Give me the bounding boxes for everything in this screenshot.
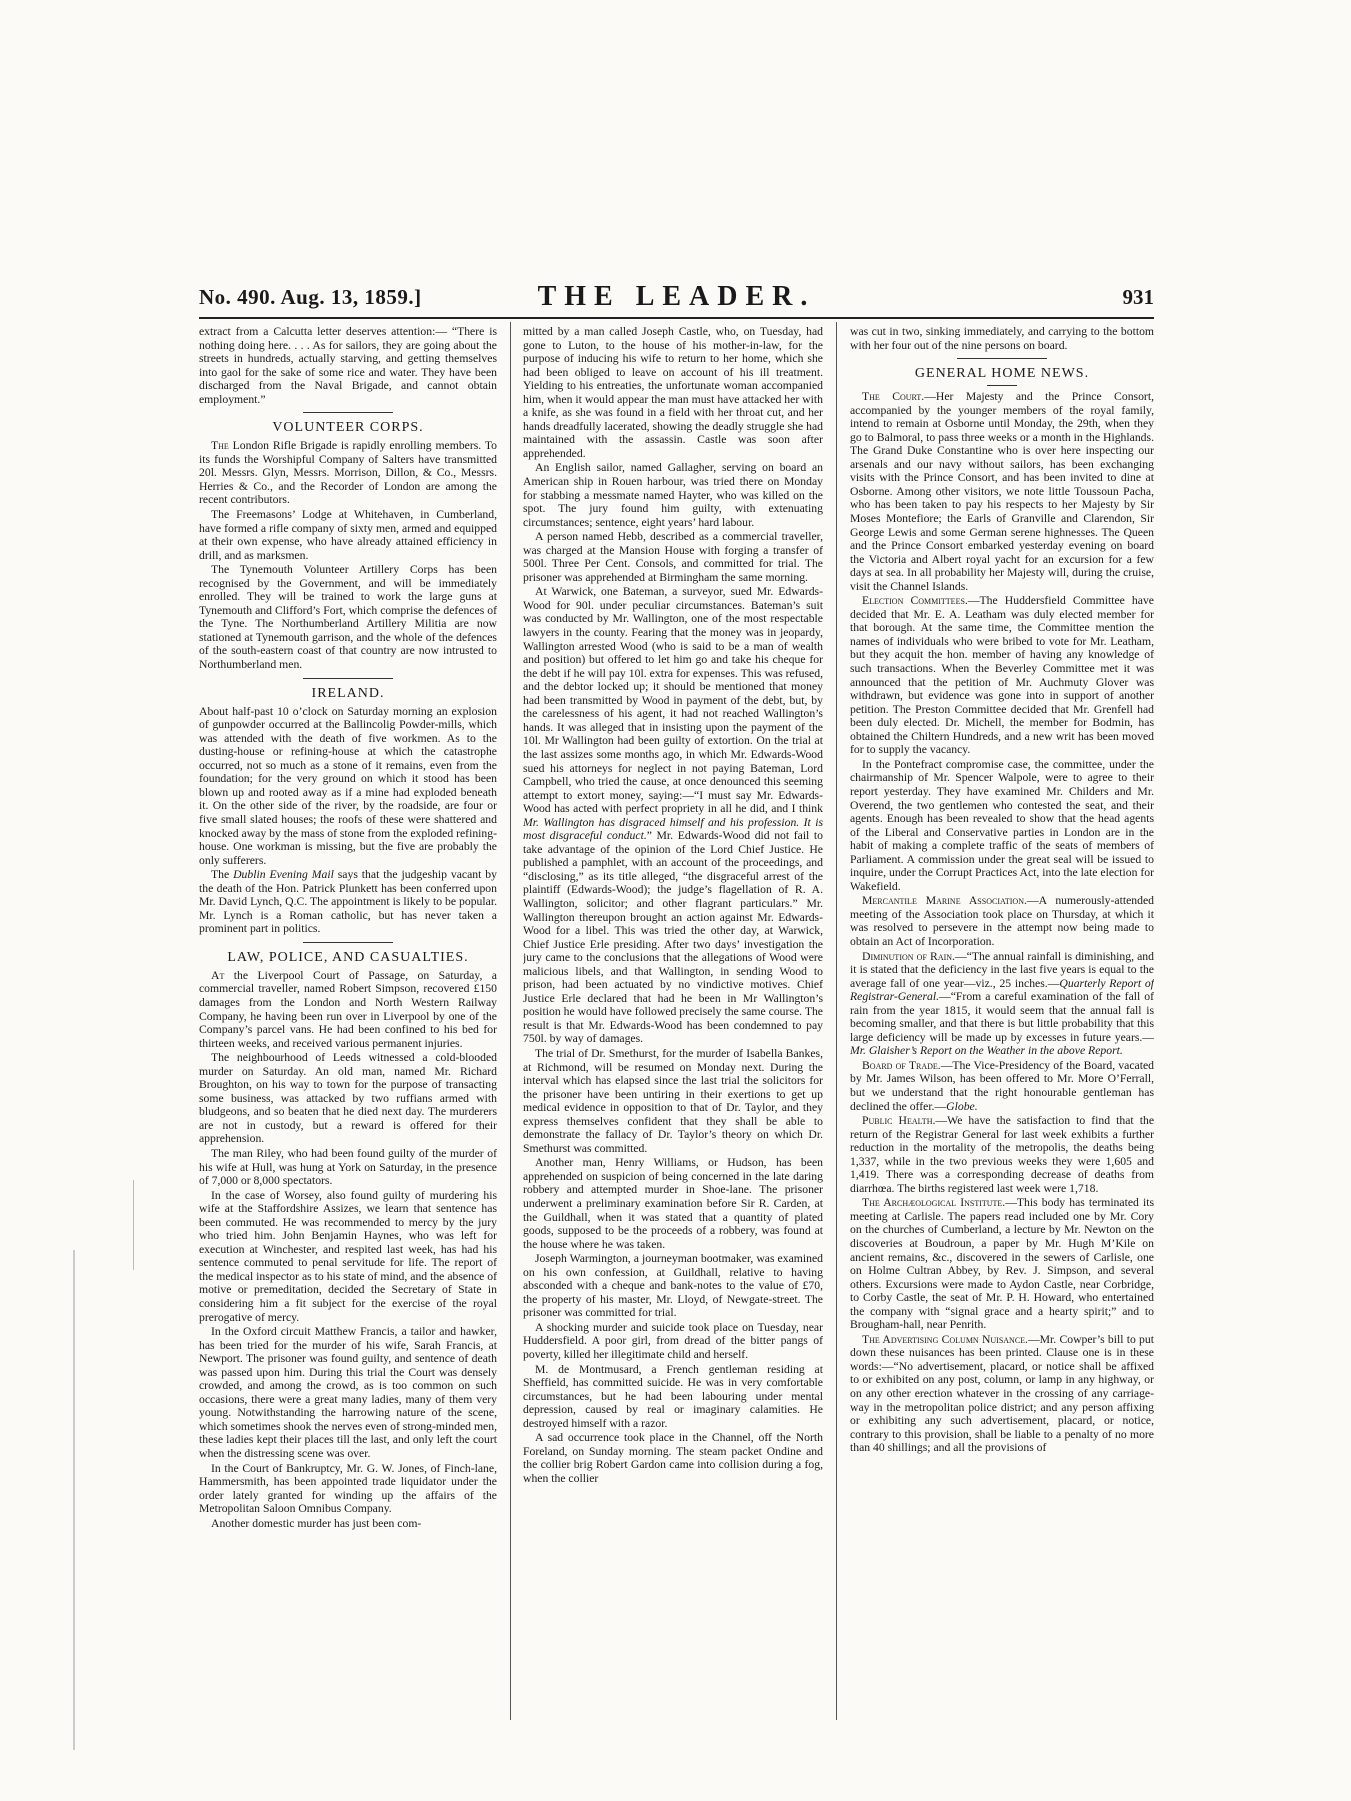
article-paragraph: Another man, Henry Williams, or Hudson, has been apprehended on suspicion of being concerned in the late daring robbery and attempted murder in Shoe-lane. The prisoner underwent a preliminary examination before Sir R. Carden, at the Guildhall, when it was stated that a quantity of plated goods, supposed to be the proceeds of a robbery, was found at the house where he was taken.	[523, 1156, 823, 1251]
article-paragraph: The London Rifle Brigade is rapidly enrolling members. To its funds the Worshipful Company of Salters have transmitted 20l. Messrs. Glyn, Messrs. Morrison, Dillon, & Co., Messrs. Herries & Co., and the Recorder of London are among the recent contributors.	[199, 439, 497, 507]
masthead	[199, 281, 1154, 319]
article-paragraph: An English sailor, named Gallagher, serving on board an American ship in Rouen harbour, was tried there on Monday for stabbing a messmate named Hayter, who was killed on the spot. The jury found him guilty, with extenuating circumstances; sentence, eight years’ hard labour.	[523, 461, 823, 529]
article-paragraph: In the case of Worsey, also found guilty of murdering his wife at the Staffordshire Assizes, we learn that sentence has been commuted. He was recommended to mercy by the jury who tried him. John Benjamin Haynes, who was left for execution at Winchester, and respited last week, has had his sentence commuted to penal servitude for life. The report of the medical inspector as to his state of mind, and the absence of motive or premeditation, decided the Secretary of State in considering him a fit subject for the exercise of the royal prerogative of mercy.	[199, 1188, 497, 1324]
article-paragraph: was cut in two, sinking immediately, and carrying to the bottom with her four out of the nine persons on board.	[850, 325, 1154, 352]
article-paragraph: Mercantile Marine Association.—A numerously-attended meeting of the Association took place on Thursday, at which it was resolved to persevere in the attempt now being made to obtain an Act of Incorporation.	[850, 894, 1154, 948]
article-paragraph: Public Health.—We have the satisfaction to find that the return of the Registrar General for last week exhibits a further reduction in the mortality of the metropolis, the deaths being 1,337, while in the two previous weeks they were 1,605 and 1,419. There was a corresponding decrease of deaths from diarrhœa. The births registered last week were 1,718.	[850, 1114, 1154, 1195]
section-heading-volunteer-corps: VOLUNTEER CORPS.	[272, 420, 424, 436]
article-paragraph: The Advertising Column Nuisance.—Mr. Cowper’s bill to put down these nuisances has been printed. Clause one is in these words:—“No advertisement, placard, or notice shall be affixed to or exhibited on any post, column, or lamp in any highway, or on any other erection whatever in the crossing of any carriage-way in the metropolitan police district; and any person affixing or exhibiting any such advertisement, placard, or notice, contrary to this provision, shall be liable to a penalty of no more than 40 shillings; and all the provisions of	[850, 1332, 1154, 1455]
section-divider	[957, 358, 1047, 359]
issue-date: No. 490. Aug. 13, 1859.]	[199, 285, 422, 309]
article-paragraph: At Warwick, one Bateman, a surveyor, sued Mr. Edwards-Wood for 90l. under peculiar circumstances. Bateman’s suit was conducted by Mr. Wallington, one of the most respectable lawyers in the county. Fearing that the money was in jeopardy, Wallington arrested Wood (who is said to be a man of wealth and position) but offered to let him go and take his cheque for the debt if he will pay 10l. extra for expenses. This was refused, and the debtor locked up; it should be mentioned that money had been transmitted by Wood in payment of the debt, but, by the carelessness of his agent, it had not reached Wallington’s hands. It was alleged that in insisting upon the payment of the 10l. Mr Wallington had been guilty of extortion. On the trial at the last assizes some months ago, in which Mr. Edwards-Wood sued his attorneys for neglect in not paying Bateman, Lord Campbell, who tried the cause, at once denounced this seeming attempt to extort money, saying:—“I must say Mr. Edwards-Wood has acted with perfect propriety in all he did, and I think Mr. Wallington has disgraced himself and his profession. It is most disgraceful conduct.” Mr. Edwards-Wood did not fail to take advantage of the opinion of the Lord Chief Justice. He published a pamphlet, with an account of the proceedings, and “disclosing,” as its title alleged, “the disgraceful arrest of the plaintiff (Edwards-Wood); the judge’s flagellation of R. A. Wallington, solicitor; and other flagrant particulars.” Mr. Wallington thereupon brought an action against Mr. Edwards-Wood for a libel. This was tried the other day, at Warwick, Chief Justice Erle presiding. After two days’ investigation the jury came to the conclusions that the allegations of Wood were malicious libels, and that Wallington, in sending Wood to prison, had been actuated by no vindictive motives. Chief Justice Erle declared that had he been in Mr Wallington’s position he would have followed precisely the same course. The result is that Mr. Edwards-Wood has been condemned to pay 750l. by way of damages.	[523, 585, 823, 1046]
section-divider	[987, 385, 1017, 386]
article-paragraph: Board of Trade.—The Vice-Presidency of the Board, vacated by Mr. James Wilson, has been offered to Mr. More O’Ferrall, but we understand that the right honourable gentleman has declined the offer.—Globe.	[850, 1058, 1154, 1113]
article-paragraph: A shocking murder and suicide took place on Tuesday, near Huddersfield. A poor girl, from dread of the bitter pangs of poverty, killed her illegitimate child and herself.	[523, 1320, 823, 1362]
section-divider	[303, 942, 393, 943]
article-paragraph: About half-past 10 o’clock on Saturday morning an explosion of gunpowder occurred at the Ballincolig Powder-mills, which was attended with the death of five workmen. As to the dusting-house or refining-house at which the catastrophe occurred, not so much as a stone of it remains, even from the foundation; for the very ground on which it stood has been blown up and rooted away as if a mine had exploded beneath it. On the other side of the river, by the roadside, are four or five small slated houses; the roofs of these were shattered and knocked away by the mass of stone from the exploded refining-house. One workman is missing, but the five are probably the only sufferers.	[199, 704, 497, 867]
column-1	[199, 325, 497, 1720]
section-heading-ireland: IRELAND.	[311, 685, 385, 701]
article-paragraph: The Court.—Her Majesty and the Prince Consort, accompanied by the younger members of the royal family, intend to remain at Osborne until Monday, the 29th, when they go to Balmoral, to pass three weeks or a month in the Highlands. The Grand Duke Constantine who is over here inspecting our arsenals and our navy without sailors, has been exchanging visits with the Prince Consort, and has been invited to dine at Osborne. Among other visitors, we note little Toussoun Pacha, who has been taken to pay his respects to her Majesty by Sir Moses Montefiore; the Earls of Granville and Clarendon, Sir George Lewis and some German serene highnesses. The Queen and the Prince Consort embarked yesterday evening on board the Victoria and Albert royal yacht for an excursion for a few days at sea. In all probability her Majesty will, during the cruise, visit the Channel Islands.	[850, 390, 1154, 593]
article-paragraph: Diminution of Rain.—“The annual rainfall is diminishing, and it is stated that the deficiency in the last five years is equal to the average fall of one year—viz., 25 inches.—Quarterly Report of Registrar-General.—“From a careful examination of the fall of rain from the year 1815, it would seem that the annual fall is becoming smaller, and that there is but little probability that this large deficiency will be made up by excesses in future years.—Mr. Glaisher’s Report on the Weather in the above Report.	[850, 949, 1154, 1058]
article-paragraph: At the Liverpool Court of Passage, on Saturday, a commercial traveller, named Robert Simpson, recovered £150 damages from the London and North Western Railway Company, he having been run over in Liverpool by one of the Company’s parcel vans. He had been confined to his bed for thirteen weeks, and received various permanent injuries.	[199, 968, 497, 1050]
article-paragraph: A person named Hebb, described as a commercial traveller, was charged at the Mansion House with forging a transfer of 500l. Three Per Cent. Consols, and committed for trial. The prisoner was apprehended at Birmingham the same morning.	[523, 530, 823, 584]
article-paragraph: extract from a Calcutta letter deserves attention:— “There is nothing doing here. . . . As for sailors, they are going about the streets in hundreds, actually starving, and getting themselves into gaol for the sake of some rice and water. They have been discharged from the Naval Brigade, and cannot obtain employment.”	[199, 325, 497, 406]
article-paragraph: Joseph Warmington, a journeyman bootmaker, was examined on his own confession, at Guildhall, relative to having absconded with a cheque and bank-notes to the value of £70, the property of his master, Mr. Lloyd, of Newgate-street. The prisoner was committed for trial.	[523, 1252, 823, 1320]
column-rule	[510, 322, 511, 1720]
article-paragraph: The Archæological Institute.—This body has terminated its meeting at Carlisle. The papers read included one by Mr. Cory on the churches of Cumberland, a lecture by Mr. Newton on the discoveries at Boudroun, a paper by Mr. Hugh M’Kile on ancient remains, &c., discovered in the sewers of Carlisle, one on Holme Cultran Abbey, by Rev. J. Simpson, and several others. Excursions were made to Aydon Castle, near Corbridge, to Corby Castle, the seat of Mr. P. H. Howard, who entertained the company with “signal grace and a hearty spirit;” and to Brougham-hall, near Penrith.	[850, 1196, 1154, 1332]
article-paragraph: The Dublin Evening Mail says that the judgeship vacant by the death of the Hon. Patrick Plunkett has been conferred upon Mr. David Lynch, Q.C. The appointment is likely to be popular. Mr. Lynch is a Roman catholic, but has never taken a prominent part in politics.	[199, 868, 497, 936]
article-paragraph: In the Oxford circuit Matthew Francis, a tailor and hawker, has been tried for the murder of his wife, Sarah Francis, at Newport. The prisoner was found guilty, and sentence of death was passed upon him. During this trial the Court was densely crowded, and among the crowd, as is too common on such occasions, there were a great many ladies, many of them very young. Notwithstanding the harrowing nature of the scene, which sometimes shook the nerves even of strong-minded men, these ladies kept their places till the last, and only left the court when the distressing scene was over.	[199, 1325, 497, 1461]
article-paragraph: The trial of Dr. Smethurst, for the murder of Isabella Bankes, at Richmond, will be resumed on Monday next. During the interval which has elapsed since the last trial the solicitors for the prisoner have been untiring in their exertions to get up medical evidence in opposition to that of Dr. Taylor, and they express themselves confident that they shall be able to demonstrate the fallacy of Dr. Taylor’s theory on which Dr. Smethurst was committed.	[523, 1046, 823, 1155]
column-2	[523, 325, 823, 1720]
article-paragraph: Another domestic murder has just been com-	[211, 1516, 422, 1530]
article-paragraph: M. de Montmusard, a French gentleman residing at Sheffield, has committed suicide. He was in very comfortable circumstances, but he had been labouring under mental depression, caused by real or imaginary calamities. He destroyed himself with a razor.	[523, 1362, 823, 1430]
page-number: 931	[1122, 285, 1154, 309]
article-paragraph: A sad occurrence took place in the Channel, off the North Foreland, on Sunday morning. The steam packet Ondine and the collier brig Robert Gardon came into collision during a fog, when the collier	[523, 1431, 823, 1485]
column-rule	[836, 322, 837, 1720]
section-heading-law-police: LAW, POLICE, AND CASUALTIES.	[227, 949, 469, 965]
section-divider	[303, 678, 393, 679]
article-paragraph: Election Committees.—The Huddersfield Committee have decided that Mr. E. A. Leatham was duly elected member for that borough. At the same time, the Committee mention the names of individuals who were bribed to vote for Mr. Leatham, but they acquit the hon. member of having any knowledge of such transactions. When the Beverley Committee met it was announced that the petition of Mr. Auchmuty Glover was withdrawn, but evidence was gone into in support of another petition. The Preston Committee decided that Mr. Grenfell had been duly elected. Dr. Michell, the member for Bodmin, has obtained the Chiltern Hundreds, and a new writ has been moved for to supply the vacancy.	[850, 594, 1154, 757]
article-paragraph: The neighbourhood of Leeds witnessed a cold-blooded murder on Saturday. An old man, named Mr. Richard Broughton, on his way to town for the purpose of transacting some business, was attacked by two ruffians armed with bludgeons, and so beaten that he died next day. The murderers are not in custody, but a reward is offered for their apprehension.	[199, 1051, 497, 1146]
column-3	[850, 325, 1154, 1720]
margin-mark	[73, 1250, 75, 1750]
section-heading-general-home-news: GENERAL HOME NEWS.	[914, 366, 1090, 382]
article-paragraph: The Tynemouth Volunteer Artillery Corps has been recognised by the Government, and will be immediately enrolled. They will be trained to work the large guns at Tynemouth and Clifford’s Fort, which comprise the defences of the Tyne. The Northumberland Artillery Militia are now stationed at Tynemouth garrison, and the whole of the defences of the south-eastern coast of that country are now intrusted to Northumberland men.	[199, 563, 497, 672]
article-paragraph: In the Pontefract compromise case, the committee, under the chairmanship of Mr. Spencer Walpole, were to agree to their report yesterday. They have examined Mr. Childers and Mr. Overend, the two gentlemen who contested the seat, and their agents. Enough has been revealed to show that the head agents of the Liberal and Conservative parties in London are in the habit of making a complete traffic of the seats of members of Parliament. A commission under the great seal will be issued to inquire, under the Corrupt Practices Act, into the late election for Wakefield.	[850, 757, 1154, 893]
margin-mark	[133, 1180, 134, 1270]
section-divider	[303, 412, 393, 413]
article-paragraph: The man Riley, who had been found guilty of the murder of his wife at Hull, was hung at York on Saturday, in the presence of 7,000 or 8,000 spectators.	[199, 1146, 497, 1188]
publication-title: THE LEADER.	[537, 281, 816, 312]
article-paragraph: In the Court of Bankruptcy, Mr. G. W. Jones, of Finch-lane, Hammersmith, has been appointed trade liquidator under the order lately granted for winding up the affairs of the Metropolitan Saloon Omnibus Company.	[199, 1461, 497, 1516]
article-paragraph: The Freemasons’ Lodge at Whitehaven, in Cumberland, have formed a rifle company of sixty men, armed and equipped at their own expense, who have already attained efficiency in drill, and as marksmen.	[199, 508, 497, 562]
article-paragraph: mitted by a man called Joseph Castle, who, on Tuesday, had gone to Luton, to the house of his mother-in-law, for the purpose of inducing his wife to return to her home, which she had been obliged to leave on account of his ill treatment. Yielding to his entreaties, the unfortunate woman accompanied him, when it would appear the man must have attacked her with a knife, as she was found in a field with her throat cut, and her hands dreadfully lacerated, showing the deadly struggle she had maintained with the assassin. Castle was soon after apprehended.	[523, 325, 823, 460]
